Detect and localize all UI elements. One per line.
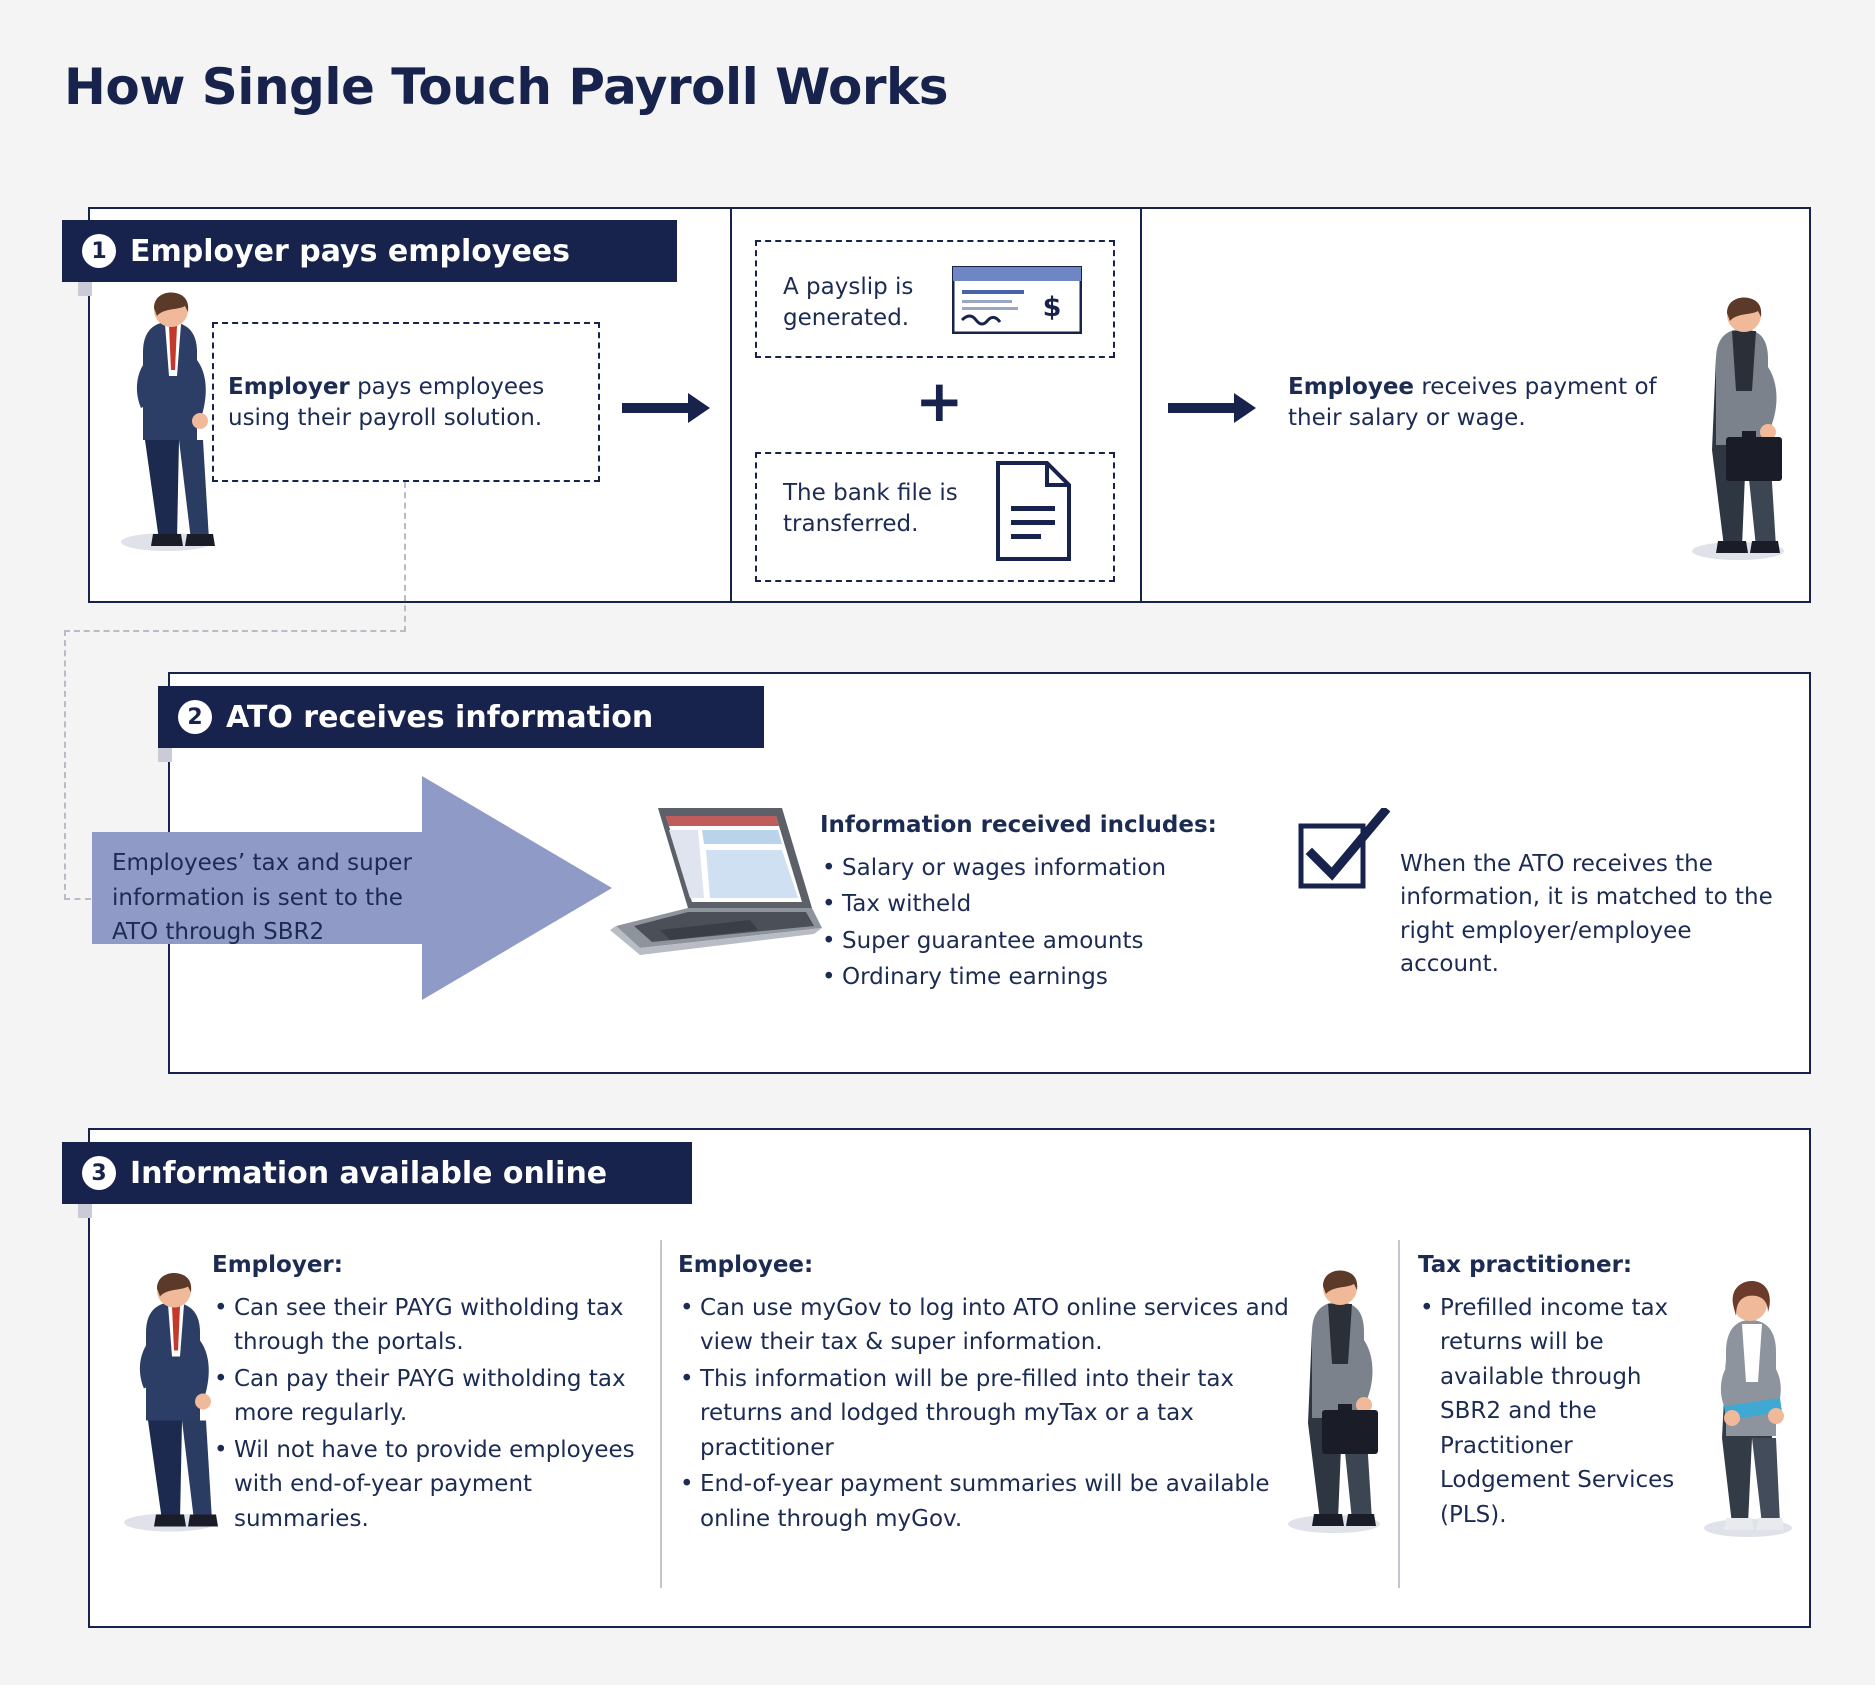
laptop-illustration (600, 800, 830, 980)
step-3-practitioner-list (1418, 1291, 1688, 1533)
bank-file-text: The bank file is transferred. (783, 480, 958, 538)
list-item: • Can pay their PAYG witholding tax more regularly. (212, 1362, 642, 1431)
info-received-list (820, 851, 1250, 995)
step-1-header (62, 220, 677, 282)
list-item: • Ordinary time earnings (820, 960, 1250, 995)
step-3-practitioner-title: Tax practitioner: (1418, 1252, 1633, 1278)
list-item: • This information will be pre-filled into their tax returns and lodged through myTax or a tax practitioner (678, 1362, 1298, 1466)
step-1-divider-right (1140, 209, 1142, 601)
info-received-heading: Information received includes: (820, 812, 1217, 838)
list-item: • Wil not have to provide employees with end-of-year payment summaries. (212, 1433, 642, 1537)
employee-person-illustration (1672, 295, 1802, 565)
step-1-divider-left (730, 209, 732, 601)
step-2-heading: ATO receives information (226, 699, 654, 735)
list-item: • Salary or wages information (820, 851, 1250, 886)
employer-text-bold: Employer (228, 374, 350, 400)
list-item: • Can see their PAYG witholding tax through the portals. (212, 1291, 642, 1360)
step-3-employee-list (678, 1291, 1298, 1537)
sbr2-arrow-text: Employees’ tax and super information is sent to the ATO through SBR2 (112, 850, 412, 945)
step-3-employee-title: Employee: (678, 1252, 814, 1278)
page-title: How Single Touch Payroll Works (64, 58, 949, 116)
employee-person-illustration-step3 (1268, 1268, 1398, 1538)
step-1-number: 1 (82, 234, 116, 268)
step-3-column-employer (212, 1248, 642, 1538)
list-item: • Can use myGov to log into ATO online services and view their tax & super information. (678, 1291, 1298, 1360)
info-received-block (820, 808, 1250, 997)
list-item: • End-of-year payment summaries will be available online through myGov. (678, 1467, 1298, 1536)
step-3-column-tax-practitioner (1418, 1248, 1688, 1534)
step-3-number: 3 (82, 1156, 116, 1190)
step-2-header (158, 686, 764, 748)
checkmark-icon (1298, 808, 1390, 890)
step-3-employer-list (212, 1291, 642, 1537)
employee-text-rest: receives payment of their salary or wage. (1288, 374, 1657, 432)
document-icon (995, 460, 1073, 562)
employer-text (228, 372, 598, 434)
employee-payment-text (1288, 372, 1688, 434)
step-1-heading: Employer pays employees (130, 233, 570, 269)
svg-text:$: $ (1042, 292, 1062, 323)
tax-practitioner-person-illustration (1688, 1278, 1808, 1540)
employer-person-illustration-step3 (108, 1268, 228, 1538)
plus-sign: + (915, 367, 964, 435)
list-item: • Super guarantee amounts (820, 924, 1250, 959)
employee-text-bold: Employee (1288, 374, 1415, 400)
step-2-number: 2 (178, 700, 212, 734)
connector-dashed-vertical-left (64, 630, 66, 900)
employer-text-rest: pays employees using their payroll solution. (228, 374, 545, 432)
payslip-icon (952, 266, 1082, 334)
step-3-divider-left (660, 1240, 662, 1588)
step-2-tab-shadow (158, 748, 172, 762)
connector-dashed-horizontal-top (64, 630, 406, 632)
step-3-divider-right (1398, 1240, 1400, 1588)
ato-match-text: When the ATO receives the information, it is matched to the right employer/employee account. (1400, 851, 1773, 978)
step-3-heading: Information available online (130, 1155, 608, 1191)
step-3-column-employee (678, 1248, 1298, 1538)
step-3-tab-shadow (78, 1204, 92, 1218)
connector-dashed-vertical-from-employer (404, 482, 406, 632)
list-item: • Prefilled income tax returns will be available through SBR2 and the Practitioner Lodgement Services (PLS). (1418, 1291, 1688, 1533)
step-3-employer-title: Employer: (212, 1252, 343, 1278)
step-3-header (62, 1142, 692, 1204)
step-1-tab-shadow (78, 282, 92, 296)
employer-person-illustration (105, 290, 225, 555)
payslip-text: A payslip is generated. (783, 274, 914, 332)
list-item: • Tax witheld (820, 887, 1250, 922)
